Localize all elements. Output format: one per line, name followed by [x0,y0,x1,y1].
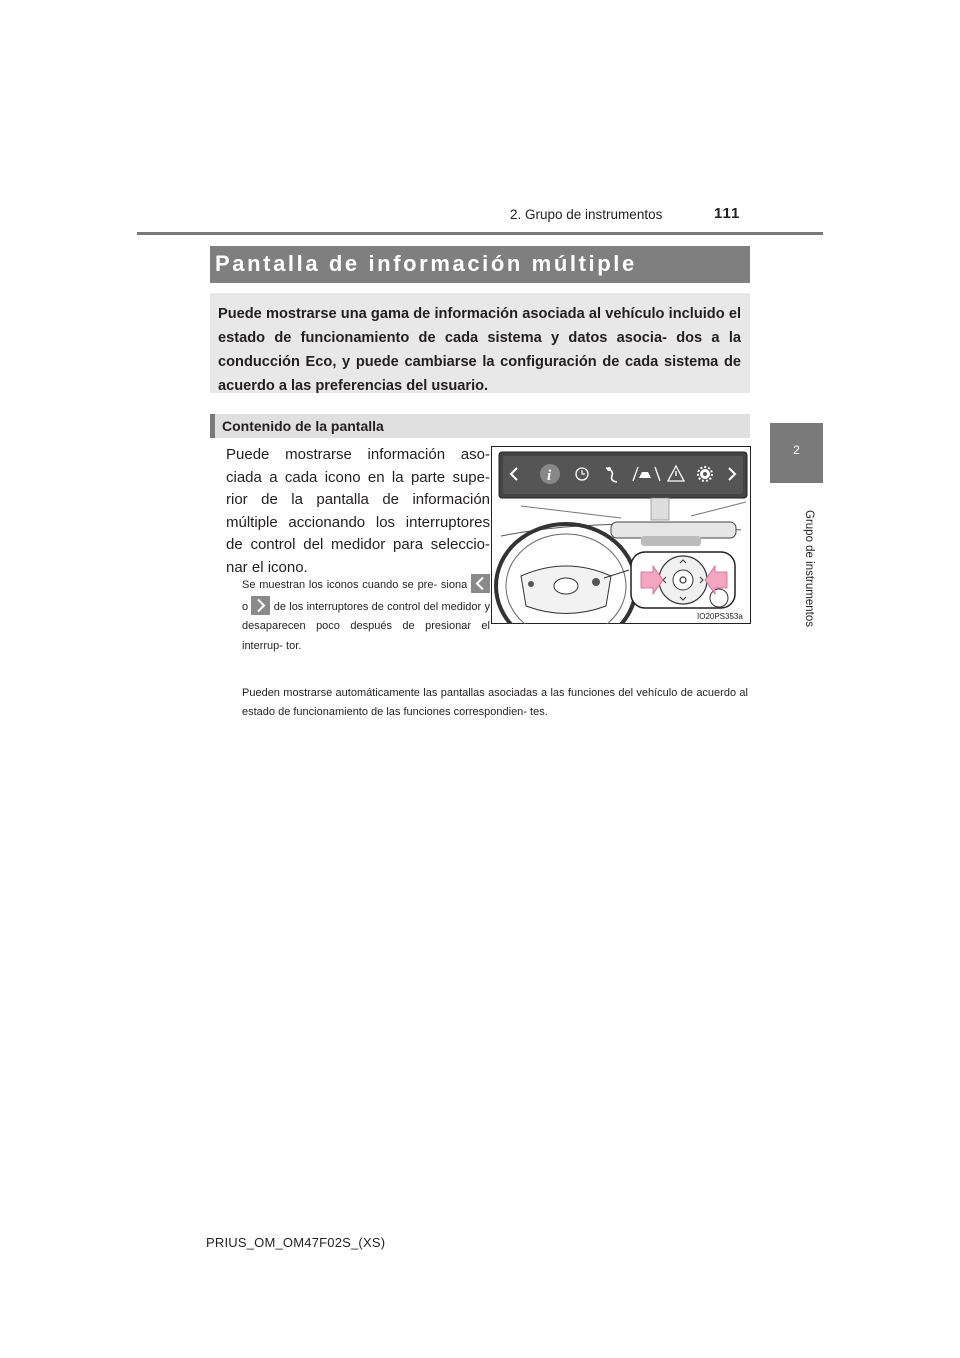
dashboard-illustration [491,446,751,624]
body-paragraph: Puede mostrarse información aso- ciada a cada icono en la parte supe- rior de la pantalla de información múltiple accionando los interruptores de control del medidor para seleccio- nar el icono. [226,446,490,576]
header-rule [137,232,823,235]
note-text-before: Se muestran los iconos cuando se pre- siona [242,579,468,591]
chapter-number: 2 [793,443,800,457]
subsection-title: Contenido de la pantalla [222,418,384,434]
intro-text: Puede mostrarse una gama de información asociada al vehículo incluido el estado de funcionamiento de cada sistema y datos asocia- dos a la conducción Eco, y puede cambiarse la configuración de cada sistema de acuerdo a las preferencias del usuario. [218,306,741,394]
note-paragraph-2: Pueden mostrarse automáticamente las pantallas asociadas a las funciones del vehículo de acuerdo al estado de funcionamiento de las funciones correspondien- tes. [242,687,748,718]
footer-doc-id: PRIUS_OM_OM47F02S_(XS) [206,1235,386,1250]
note-text-after: de los interruptores de control del medidor y desaparecen poco después de presionar el interrup- tor. [242,600,490,652]
note-paragraph [242,574,490,656]
info-icon [540,464,560,484]
note-text-middle: o [242,600,249,613]
svg-text:i: i [547,468,552,484]
figure-code: IO20PS353a [697,612,743,621]
section-title: Pantalla de información múltiple [215,251,637,276]
page-number: 111 [714,205,741,222]
left-button-icon [471,574,490,593]
right-button-icon [251,596,270,615]
running-header-section: 2. Grupo de instrumentos [510,207,663,222]
chapter-label: Grupo de instrumentos [803,510,815,627]
subsection-marker [210,414,215,438]
